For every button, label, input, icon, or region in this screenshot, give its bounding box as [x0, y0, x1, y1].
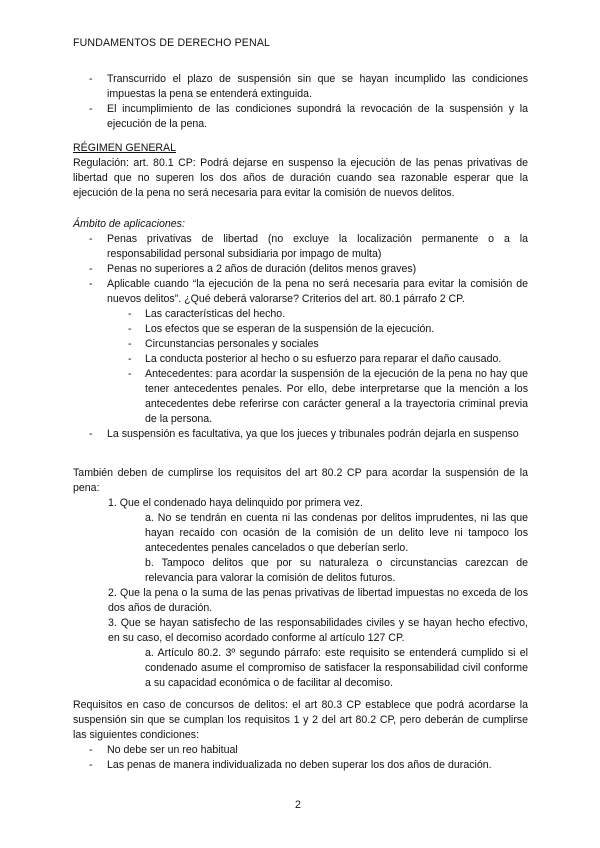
requisitos-section — [73, 466, 528, 691]
page-header: FUNDAMENTOS DE DERECHO PENAL — [73, 37, 271, 49]
numbered-item: 1. Que el condenado haya delinquido por primera vez. — [108, 497, 364, 509]
dash-bullet: - — [128, 353, 132, 365]
dash-bullet: - — [128, 323, 132, 335]
dash-bullet: - — [128, 338, 132, 350]
top-list — [73, 72, 528, 132]
list-item: - Las penas de manera individualizada no deben superar los dos años de duración. — [89, 759, 492, 771]
lettered-item: a. Artículo 80.2. 3º segundo párrafo: este requisito se entenderá cumplido si el condenado asume el compromiso de satisfacer la responsabilidad civil conforme a su capacidad económica o de facilitar al decomiso. — [145, 647, 528, 689]
dash-bullet: - — [89, 73, 93, 85]
dash-bullet: - — [89, 428, 93, 440]
list-item: - Transcurrido el plazo de suspensión sin que se hayan incumplido las condiciones impuestas la pena se entenderá extinguida. — [89, 73, 528, 100]
numbered-item: 2. Que la pena o la suma de las penas privativas de libertad impuestas no exceda de los dos años de duración. — [108, 587, 528, 614]
numbered-item: 3. Que se hayan satisfecho de las responsabilidades civiles y se hayan hecho efectivo, en su caso, el decomiso acordado conforme al artículo 127 CP. — [108, 617, 528, 644]
list-item: - Penas privativas de libertad (no excluye la localización permanente o a la responsabilidad personal subsidiaria por impago de multa) — [89, 233, 528, 260]
dash-bullet: - — [89, 103, 93, 115]
paragraph: Requisitos en caso de concursos de delitos: el art 80.3 CP establece que podrá acordarse la suspensión sin que se cumplan los requisitos 1 y 2 del art 80.2 CP, pero deberán de cumplirse las siguientes condiciones: — [73, 699, 528, 741]
sub-list-item: - Las características del hecho. — [128, 308, 286, 320]
paragraph: También deben de cumplirse los requisitos del art 80.2 CP para acordar la suspensión de la pena: — [73, 467, 528, 494]
dash-bullet: - — [89, 278, 93, 290]
dash-bullet: - — [89, 759, 93, 771]
list-item: - El incumplimiento de las condiciones supondrá la revocación de la suspensión y la ejecución de la pena. — [89, 103, 528, 130]
section-title: RÉGIMEN GENERAL — [73, 142, 177, 154]
lettered-item: a. No se tendrán en cuenta ni las condenas por delitos imprudentes, ni las que hayan recaído con ocasión de la comisión de un delito leve ni tampoco los antecedentes penales cancelados o que deberían serlo. — [145, 512, 528, 554]
dash-bullet: - — [128, 368, 132, 380]
section-title: Ámbito de aplicaciones: — [73, 218, 185, 230]
dash-bullet: - — [128, 308, 132, 320]
lettered-item: b. Tampoco delitos que por su naturaleza o circunstancias carezcan de relevancia para valorar la comisión de delitos futuros. — [145, 557, 528, 584]
dash-bullet: - — [89, 263, 93, 275]
list-item: - No debe ser un reo habitual — [89, 744, 238, 756]
dash-bullet: - — [89, 233, 93, 245]
sub-list-item: - Los efectos que se esperan de la suspensión de la ejecución. — [128, 323, 435, 335]
paragraph: Regulación: art. 80.1 CP: Podrá dejarse en suspenso la ejecución de las penas privativas de libertad que no superen los dos años de duración cuando sea razonable esperar que la ejecución de la pena no será necesaria para evitar la comisión de nuevos delitos. — [73, 157, 528, 199]
sub-list-item: - La conducta posterior al hecho o su esfuerzo para reparar el daño causado. — [128, 353, 502, 365]
regimen-section — [73, 141, 528, 201]
ambito-section — [73, 217, 528, 442]
list-item: - Aplicable cuando “la ejecución de la pena no será necesaria para evitar la comisión de nuevos delitos”. ¿Qué deberá valorarse? Criterios del art. 80.1 párrafo 2 CP. — [89, 278, 528, 305]
concurso-section — [73, 698, 528, 773]
document-page — [73, 0, 528, 848]
list-item: - La suspensión es facultativa, ya que los jueces y tribunales podrán dejarla en suspenso — [89, 428, 519, 440]
sub-list-item: - Circunstancias personales y sociales — [128, 338, 319, 350]
list-item: - Penas no superiores a 2 años de duración (delitos menos graves) — [89, 263, 417, 275]
sub-list-item: - Antecedentes: para acordar la suspensión de la ejecución de la pena no hay que tener antecedentes penales. Por ello, debe interpretarse que la mención a los antecedentes debe referirse con carácter general a la trayectoria criminal previa de la persona. — [128, 368, 528, 425]
page-number: 2 — [295, 799, 301, 811]
dash-bullet: - — [89, 744, 93, 756]
